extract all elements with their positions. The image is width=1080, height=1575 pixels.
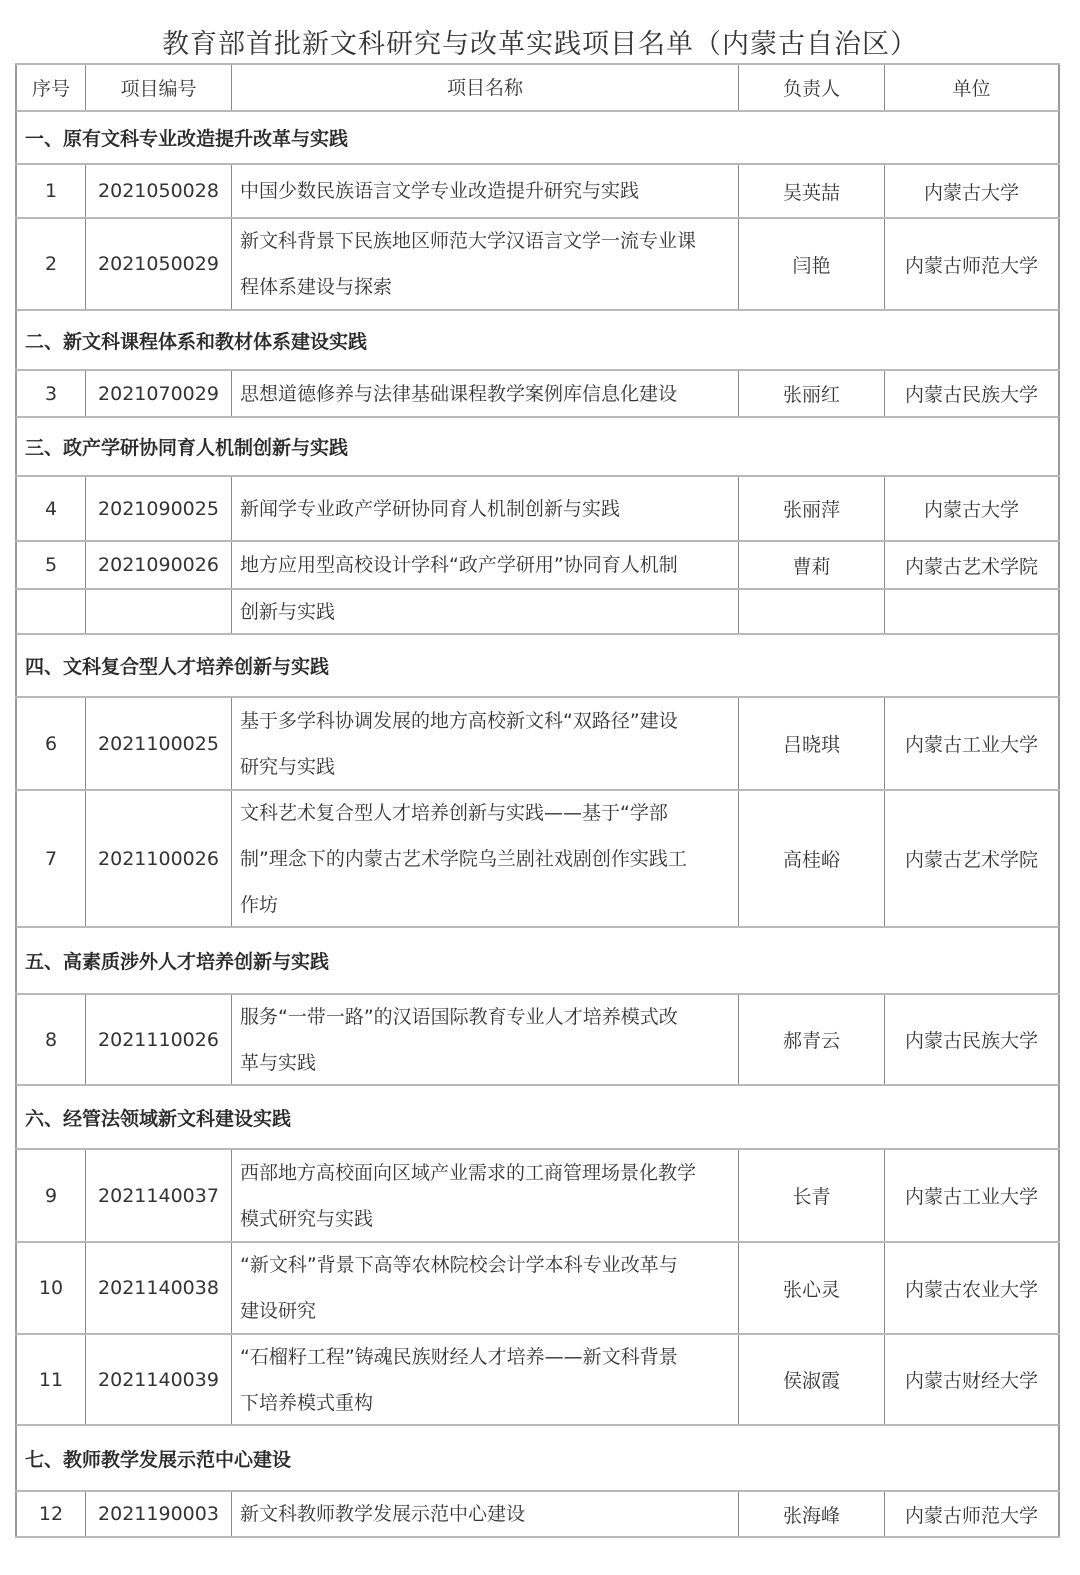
row-no: 12 [15, 1492, 85, 1536]
row-name [231, 590, 738, 633]
row-unit: 内蒙古财经大学 [884, 1335, 1060, 1424]
section-heading: 七、教师教学发展示范中心建设 [15, 1424, 1060, 1490]
row-leader: 长青 [738, 1150, 884, 1241]
table-row [15, 696, 1060, 789]
row-code: 2021190003 [85, 1492, 231, 1536]
table-row [15, 1333, 1060, 1424]
table-row [15, 1241, 1060, 1333]
row-name-line: 地方应用型高校设计学科“政产学研用”协同育人机制 [240, 554, 678, 576]
row-name [231, 791, 738, 926]
section-heading: 三、政产学研协同育人机制创新与实践 [15, 416, 1060, 475]
row-no: 2 [15, 219, 85, 309]
row-code-empty [85, 590, 231, 633]
row-code: 2021050029 [85, 219, 231, 309]
row-unit: 内蒙古艺术学院 [884, 791, 1060, 926]
row-no: 9 [15, 1150, 85, 1241]
row-name-line: “新文科”背景下高等农林院校会计学本科专业改革与 [240, 1254, 678, 1276]
row-leader: 吴英喆 [738, 165, 884, 217]
row-name-line: 下培养模式重构 [240, 1391, 374, 1414]
row-leader: 高桂峪 [738, 791, 884, 926]
table-row [15, 475, 1060, 540]
row-code: 2021140039 [85, 1335, 231, 1424]
row-unit: 内蒙古艺术学院 [884, 542, 1060, 588]
row-name-line: 思想道德修养与法律基础课程教学案例库信息化建设 [240, 382, 678, 405]
table-row [15, 789, 1060, 926]
section-heading: 二、新文科课程体系和教材体系建设实践 [15, 309, 1060, 369]
row-name-line: 西部地方高校面向区域产业需求的工商管理场景化教学 [240, 1161, 697, 1184]
row-no: 8 [15, 995, 85, 1084]
row-leader: 张心灵 [738, 1243, 884, 1333]
header-name: 项目名称 [231, 65, 738, 110]
table-row [15, 993, 1060, 1084]
row-no: 4 [15, 477, 85, 540]
row-name-line: 文科艺术复合型人才培养创新与实践——基于“学部 [240, 801, 668, 824]
row-name [231, 219, 738, 309]
row-name-line: 研究与实践 [240, 755, 336, 778]
section-heading: 一、原有文科专业改造提升改革与实践 [15, 110, 1060, 163]
row-name [231, 1335, 738, 1424]
row-name-line: 作坊 [240, 893, 279, 916]
row-name-line: 新文科背景下民族地区师范大学汉语言文学一流专业课 [240, 230, 697, 252]
row-name [231, 477, 738, 540]
row-name-line: 创新与实践 [240, 600, 336, 623]
row-no: 7 [15, 791, 85, 926]
row-leader: 侯淑霞 [738, 1335, 884, 1424]
row-name-line: 服务“一带一路”的汉语国际教育专业人才培养模式改 [240, 1005, 678, 1028]
table-row-continuation [15, 588, 1060, 633]
table-row [15, 1490, 1060, 1538]
row-name [231, 371, 738, 416]
row-leader: 曹莉 [738, 542, 884, 588]
row-name [231, 542, 738, 588]
row-code: 2021090025 [85, 477, 231, 540]
row-unit-empty [884, 590, 1060, 633]
row-name [231, 165, 738, 217]
row-name [231, 1243, 738, 1333]
row-code: 2021140037 [85, 1150, 231, 1241]
row-no: 5 [15, 542, 85, 588]
row-unit: 内蒙古师范大学 [884, 1492, 1060, 1536]
row-unit: 内蒙古大学 [884, 165, 1060, 217]
row-name-line: 革与实践 [240, 1051, 317, 1074]
section-heading: 五、高素质涉外人才培养创新与实践 [15, 926, 1060, 993]
row-unit: 内蒙古农业大学 [884, 1243, 1060, 1333]
row-name-line: 建设研究 [240, 1300, 317, 1322]
row-code: 2021140038 [85, 1243, 231, 1333]
row-name-line: 制”理念下的内蒙古艺术学院乌兰剧社戏剧创作实践工 [240, 847, 687, 870]
row-name [231, 698, 738, 789]
table-row [15, 540, 1060, 588]
table-row [15, 217, 1060, 309]
row-no: 11 [15, 1335, 85, 1424]
table-header [15, 63, 1060, 110]
row-leader: 闫艳 [738, 219, 884, 309]
row-name-line: 新文科教师教学发展示范中心建设 [240, 1503, 526, 1525]
header-code: 项目编号 [85, 65, 231, 110]
row-code: 2021070029 [85, 371, 231, 416]
row-leader: 郝青云 [738, 995, 884, 1084]
row-no: 3 [15, 371, 85, 416]
row-code: 2021100026 [85, 791, 231, 926]
row-unit: 内蒙古大学 [884, 477, 1060, 540]
page-title: 教育部首批新文科研究与改革实践项目名单（内蒙古自治区） [162, 29, 918, 60]
section-heading: 六、经管法领域新文科建设实践 [15, 1084, 1060, 1148]
row-name [231, 995, 738, 1084]
row-name-line: 程体系建设与探索 [240, 276, 393, 298]
row-unit: 内蒙古民族大学 [884, 995, 1060, 1084]
row-leader-empty [738, 590, 884, 633]
table-row [15, 1148, 1060, 1241]
row-name-line: 模式研究与实践 [240, 1207, 374, 1230]
header-leader: 负责人 [738, 65, 884, 110]
row-name-line: 基于多学科协调发展的地方高校新文科“双路径”建设 [240, 709, 678, 732]
row-leader: 吕晓琪 [738, 698, 884, 789]
row-name [231, 1150, 738, 1241]
row-name-line: “石榴籽工程”铸魂民族财经人才培养——新文科背景 [240, 1345, 678, 1368]
table-row [15, 163, 1060, 217]
row-name-line: 中国少数民族语言文学专业改造提升研究与实践 [240, 180, 640, 202]
header-no: 序号 [15, 65, 85, 110]
row-leader: 张丽红 [738, 371, 884, 416]
row-code: 2021110026 [85, 995, 231, 1084]
header-unit: 单位 [884, 65, 1060, 110]
row-no: 6 [15, 698, 85, 789]
table-row [15, 369, 1060, 416]
row-code: 2021050028 [85, 165, 231, 217]
section-heading: 四、文科复合型人才培养创新与实践 [15, 633, 1060, 696]
row-unit: 内蒙古民族大学 [884, 371, 1060, 416]
row-name-line: 新闻学专业政产学研协同育人机制创新与实践 [240, 497, 621, 520]
row-code: 2021090026 [85, 542, 231, 588]
row-unit: 内蒙古师范大学 [884, 219, 1060, 309]
row-leader: 张丽萍 [738, 477, 884, 540]
row-unit: 内蒙古工业大学 [884, 698, 1060, 789]
row-no: 1 [15, 165, 85, 217]
row-code: 2021100025 [85, 698, 231, 789]
row-name [231, 1492, 738, 1536]
row-no-empty [15, 590, 85, 633]
row-leader: 张海峰 [738, 1492, 884, 1536]
row-unit: 内蒙古工业大学 [884, 1150, 1060, 1241]
row-no: 10 [15, 1243, 85, 1333]
